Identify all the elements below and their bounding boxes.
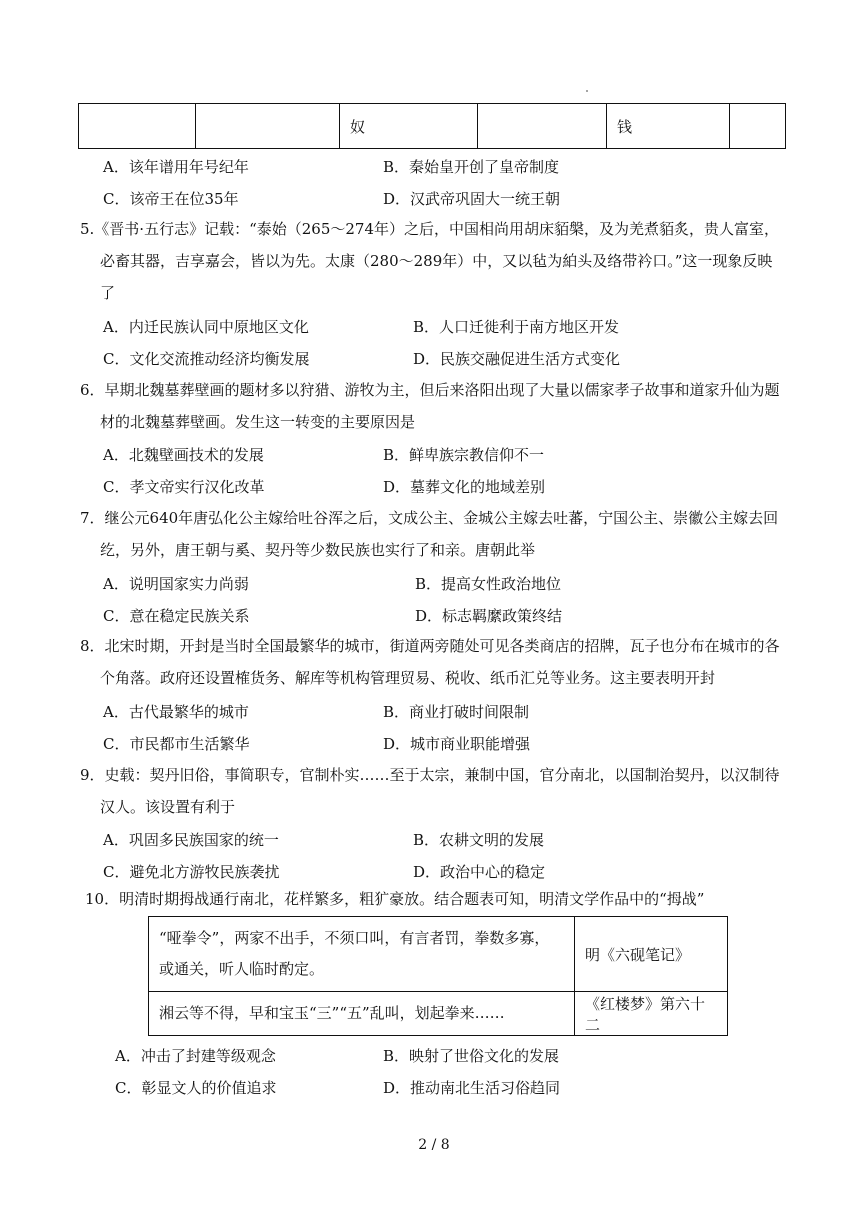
table-cell [730,104,786,149]
q10-option-b: B．映射了世俗文化的发展 [383,1047,560,1065]
q7-option-b: B．提高女性政治地位 [415,575,562,593]
q6-option-c: C．孝文帝实行汉化改革 [103,478,265,496]
q8-stem-line-1: 8．北宋时期，开封是当时全国最繁华的城市，街道两旁随处可见各类商店的招牌，瓦子也分布在城市的各 [80,637,780,655]
q4-option-c: C．该帝王在位35年 [103,190,239,208]
q5-option-b: B．人口迁徙利于南方地区开发 [413,318,620,336]
q8-stem-line-2: 个角落。政府还设置榷货务、解库等机构管理贸易、税收、纸币汇兑等业务。这主要表明开封 [100,669,716,687]
table-row [149,992,728,1036]
q9-option-d: D．政治中心的稳定 [413,863,546,881]
q8-option-c: C．市民都市生活繁华 [103,735,250,753]
q9-stem-line-1: 9．史载：契丹旧俗，事简职专，官制朴实……至于太宗，兼制中国，官分南北，以国制治契丹，以汉制待 [80,766,780,784]
q5-stem-line-1: 5.《晋书·五行志》记载：“泰始（265～274年）之后，中国相尚用胡床貊槃，及为羌煮貊炙，贵人富室， [80,220,780,238]
q4-option-b: B．秦始皇开创了皇帝制度 [383,158,560,176]
q7-stem-line-1: 7．继公元640年唐弘化公主嫁给吐谷浑之后，文成公主、金城公主嫁去吐蕃，宁国公主、崇徽公主嫁去回 [80,509,779,527]
q9-option-c: C．避免北方游牧民族袭扰 [103,863,280,881]
q5-stem-line-3: 了 [100,284,116,302]
q6-option-b: B．鲜卑族宗教信仰不一 [383,446,545,464]
q8-option-a: A．古代最繁华的城市 [103,703,249,721]
q5-option-c: C．文化交流推动经济均衡发展 [103,350,310,368]
q10-stem: 10．明清时期拇战通行南北，花样繁多，粗犷豪放。结合题表可知，明清文学作品中的“拇战” [85,890,705,908]
q8-option-b: B．商业打破时间限制 [383,703,530,721]
q6-option-a: A．北魏壁画技术的发展 [103,446,264,464]
q10-option-d: D．推动南北生活习俗趋同 [383,1079,561,1097]
q8-option-d: D．城市商业职能增强 [383,735,531,753]
excerpt-line: “哑拳令”，两家不出手，不须口叫，有言者罚，拳数多寡， [159,929,550,947]
table-row [149,917,728,992]
table-cell: 奴 [340,104,478,149]
q7-option-c: C．意在稳定民族关系 [103,607,250,625]
q10-option-c: C．彰显文人的价值追求 [115,1079,277,1097]
q5-option-a: A．内迁民族认同中原地区文化 [103,318,309,336]
source-title: 明《六砚笔记》 [575,917,728,992]
q6-stem-line-2: 材的北魏墓葬壁画。发生这一转变的主要原因是 [100,413,416,431]
q9-option-b: B．农耕文明的发展 [413,831,545,849]
q5-option-d: D．民族交融促进生活方式变化 [413,350,621,368]
page-number: 2 / 8 [418,1137,450,1153]
excerpt-line: 或通关，听人临时酌定。 [159,960,325,978]
table-cell [196,104,340,149]
q9-stem-line-2: 汉人。该设置有利于 [100,798,236,816]
table-cell [478,104,607,149]
q6-stem-line-1: 6．早期北魏墓葬壁画的题材多以狩猎、游牧为主，但后来洛阳出现了大量以儒家孝子故事和道家升仙为题 [80,381,780,399]
q7-option-d: D．标志羁縻政策终结 [415,607,563,625]
source-excerpt [149,992,575,1036]
q4-option-d: D．汉武帝巩固大一统王朝 [383,190,561,208]
source-title: 《红楼梦》第六十二 [575,992,728,1036]
q7-option-a: A．说明国家实力尚弱 [103,575,249,593]
table-cell [79,104,196,149]
q10-source-table [148,916,728,1036]
q7-stem-line-2: 纥，另外，唐王朝与奚、契丹等少数民族也实行了和亲。唐朝此举 [100,541,536,559]
q10-option-a: A．冲击了封建等级观念 [115,1047,276,1065]
q6-option-d: D．墓葬文化的地域差别 [383,478,546,496]
top-table [78,103,786,149]
table-row [79,104,786,149]
q9-option-a: A．巩固多民族国家的统一 [103,831,279,849]
excerpt-line: 湘云等不得，早和宝玉“三”“五”乱叫，划起拳来…… [159,1004,505,1022]
q4-option-a: A．该年谱用年号纪年 [103,158,249,176]
q5-stem-line-2: 必畜其器，吉享嘉会，皆以为先。太康（280～289年）中，又以毡为絈头及络带衿口。”这一现象反映 [100,252,773,270]
source-excerpt [149,917,575,992]
scan-speck [586,90,588,92]
table-cell: 钱 [607,104,730,149]
